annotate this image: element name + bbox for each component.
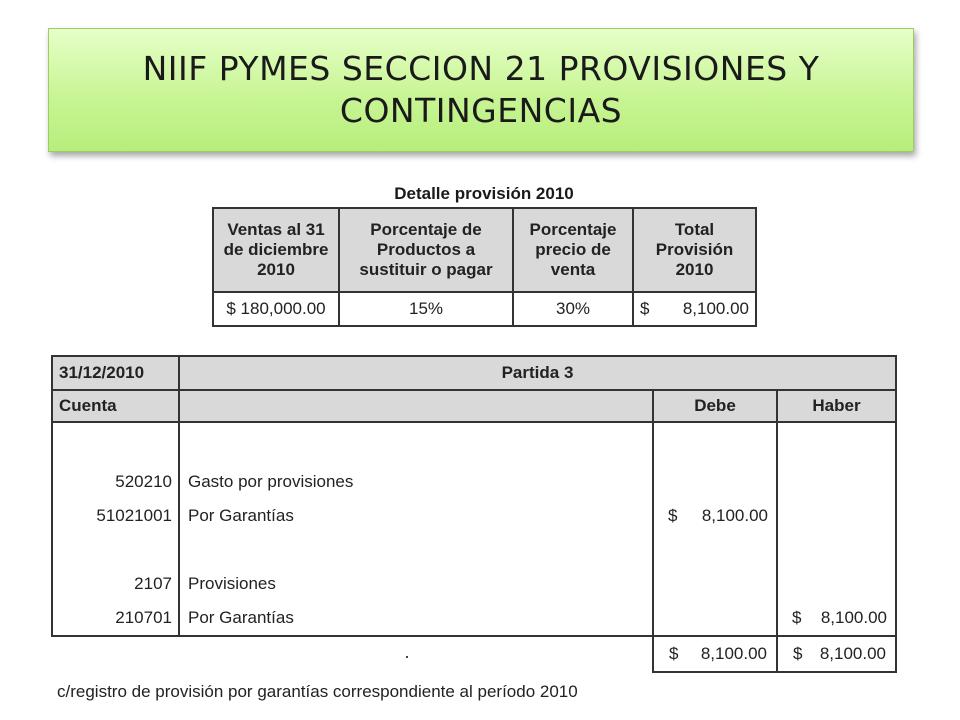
haber-cell: [778, 499, 895, 533]
value-total: [633, 292, 756, 326]
header-pct-precio: Porcentaje precio de venta: [513, 208, 633, 292]
debe-cell: [654, 465, 776, 499]
haber-cell: [778, 465, 895, 499]
haber-cell: $ 8,100.00: [792, 608, 887, 627]
ledger-total-row: [52, 636, 896, 672]
journal-entry-table: [51, 355, 897, 673]
ledger-header-row: [52, 390, 896, 422]
currency-symbol: $: [640, 299, 650, 318]
haber-cell: [778, 567, 895, 601]
debe-cell: [654, 601, 776, 635]
detail-header-row: [213, 208, 756, 292]
descripcion-cell: Por Garantías: [188, 608, 294, 627]
header-debe: Debe: [653, 390, 777, 422]
ledger-body-row: [52, 422, 896, 636]
value-pct-productos: 15%: [339, 292, 513, 326]
title-banner: [48, 28, 914, 152]
total-haber: $ 8,100.00: [777, 636, 896, 672]
cuenta-cell: 51021001: [96, 506, 172, 525]
cuenta-cell: 2107: [134, 574, 172, 593]
entry-footnote: c/registro de provisión por garantías correspondiente al período 2010: [57, 682, 578, 701]
header-total: Total Provisión 2010: [633, 208, 756, 292]
value-ventas: [213, 292, 339, 326]
header-cuenta: Cuenta: [52, 390, 179, 422]
header-pct-productos: Porcentaje de Productos a sustituir o pagar: [339, 208, 513, 292]
debe-cell: [654, 567, 776, 601]
header-ventas: Ventas al 31 de diciembre 2010: [213, 208, 339, 292]
header-haber: Haber: [777, 390, 896, 422]
total-debe: $ 8,100.00: [653, 636, 777, 672]
value-pct-precio: 30%: [513, 292, 633, 326]
detail-caption: Detalle provisión 2010: [394, 184, 574, 203]
entry-partida: Partida 3: [179, 356, 896, 390]
header-descripcion: [179, 390, 653, 422]
descripcion-column: [179, 422, 653, 636]
cuenta-cell: 210701: [115, 608, 172, 627]
entry-date: 31/12/2010: [52, 356, 179, 390]
page-title: NIIF PYMES SECCION 21 PROVISIONES Y CONTINGENCIAS: [142, 49, 820, 130]
ventas-amount: 180,000.00: [240, 299, 326, 318]
stray-dot: [406, 656, 408, 658]
debe-cell: $ 8,100.00: [668, 506, 768, 525]
descripcion-cell: Por Garantías: [188, 506, 294, 525]
cuenta-cell: 520210: [115, 472, 172, 491]
provision-detail-table: [212, 207, 757, 327]
ledger-title-row: [52, 356, 896, 390]
descripcion-cell: Gasto por provisiones: [188, 472, 354, 491]
currency-symbol: $: [226, 299, 236, 318]
descripcion-cell: Provisiones: [188, 574, 276, 593]
detail-value-row: [213, 292, 756, 326]
cuenta-column: [52, 422, 179, 636]
debe-column: [653, 422, 777, 636]
haber-column: [777, 422, 896, 636]
total-amount: 8,100.00: [682, 299, 749, 318]
